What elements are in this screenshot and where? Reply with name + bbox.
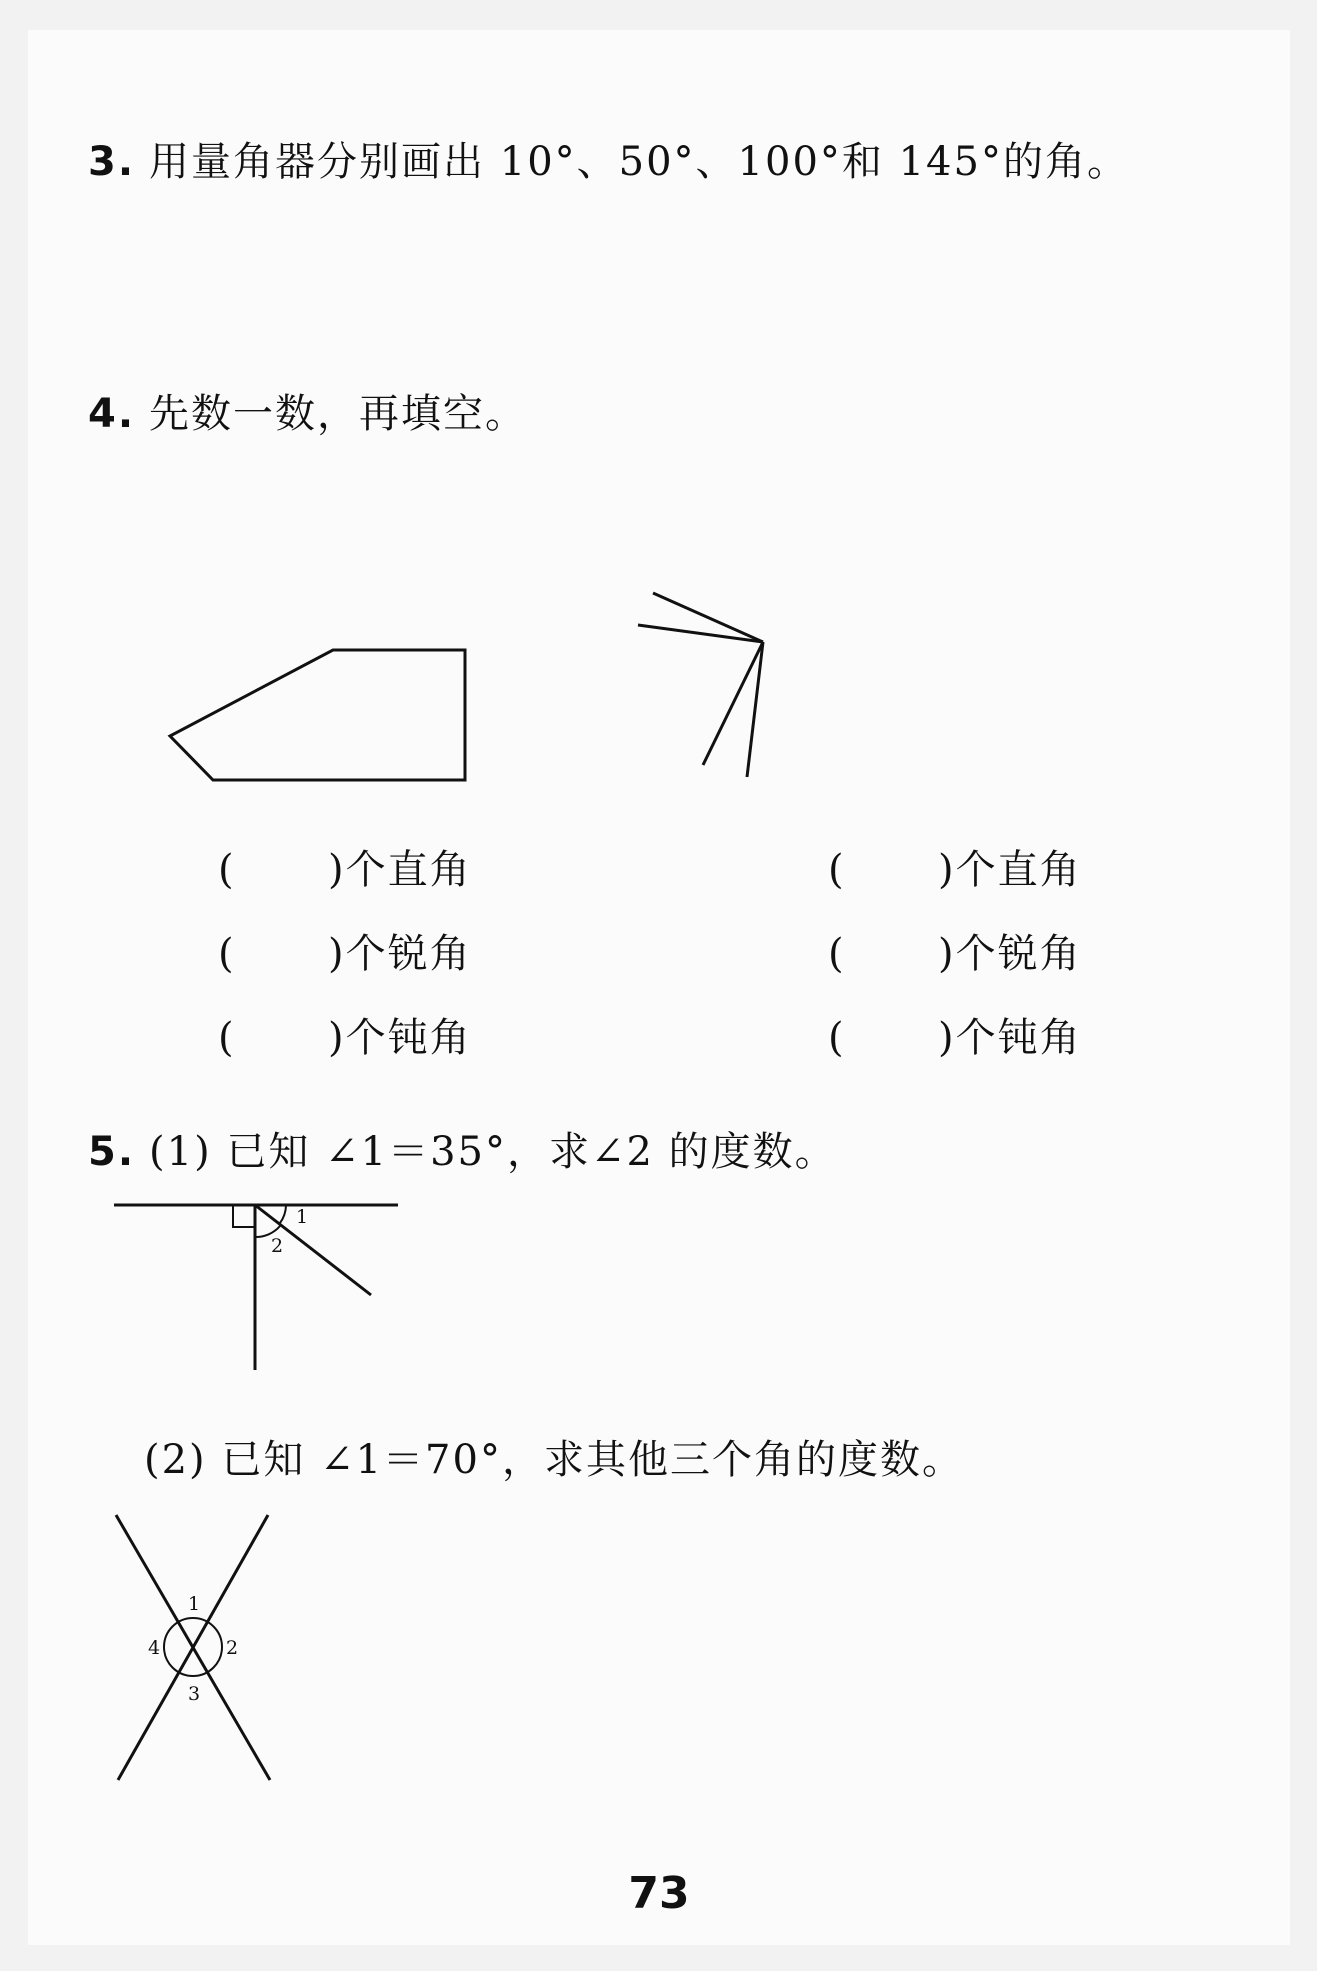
pentagon-visible [170, 650, 465, 780]
right-blank-obtuse-angle[interactable]: ( )个钝角 [828, 1015, 1082, 1061]
pentagon-edges [213, 650, 465, 779]
left-blank-obtuse-angle[interactable]: ( )个钝角 [218, 1015, 472, 1061]
worksheet-page [28, 30, 1290, 1945]
question-3-text: 用量角器分别画出 10°、50°、100°和 145°的角。 [149, 139, 1129, 185]
question-4-number: 4. [88, 391, 136, 437]
five-sided-figure [170, 650, 465, 780]
ray-fan-figure [638, 593, 763, 777]
question-4-text: 先数一数，再填空。 [149, 391, 528, 437]
question-5-number: 5. [88, 1129, 136, 1175]
pentagon-real [171, 650, 465, 780]
angle-4-label-fig2: 4 [148, 1637, 161, 1659]
angle-2-label-fig2: 2 [226, 1637, 239, 1659]
intersecting-lines-figure [116, 1515, 270, 1780]
left-blank-right-angle[interactable]: ( )个直角 [218, 847, 472, 893]
question-3-number: 3. [88, 139, 136, 185]
left-blank-acute-angle[interactable]: ( )个锐角 [218, 931, 472, 977]
page-number: 73 [628, 1868, 690, 1919]
question-5-part-2 [144, 1428, 964, 1485]
angle-3-label-fig2: 3 [188, 1683, 201, 1705]
angle-1-label: 1 [296, 1206, 309, 1228]
pentagon-figure [28, 30, 1290, 1945]
question-5-part-1-text: (1) 已知 ∠1＝35°，求∠2 的度数。 [149, 1129, 837, 1175]
angle-2-label: 2 [271, 1235, 284, 1257]
pentagon-final [170, 650, 465, 780]
right-blank-right-angle[interactable]: ( )个直角 [828, 847, 1082, 893]
question-5-part-2-text: (2) 已知 ∠1＝70°，求其他三个角的度数。 [144, 1437, 964, 1483]
pentagon-drawn [169, 650, 465, 780]
perpendicular-figure [114, 1205, 398, 1370]
question-5-part-1 [88, 1120, 837, 1177]
pentagon-shape-final [171, 650, 465, 780]
right-blank-acute-angle[interactable]: ( )个锐角 [828, 931, 1082, 977]
angle-1-label-fig2: 1 [188, 1593, 201, 1615]
pentagon-main [170, 650, 465, 780]
